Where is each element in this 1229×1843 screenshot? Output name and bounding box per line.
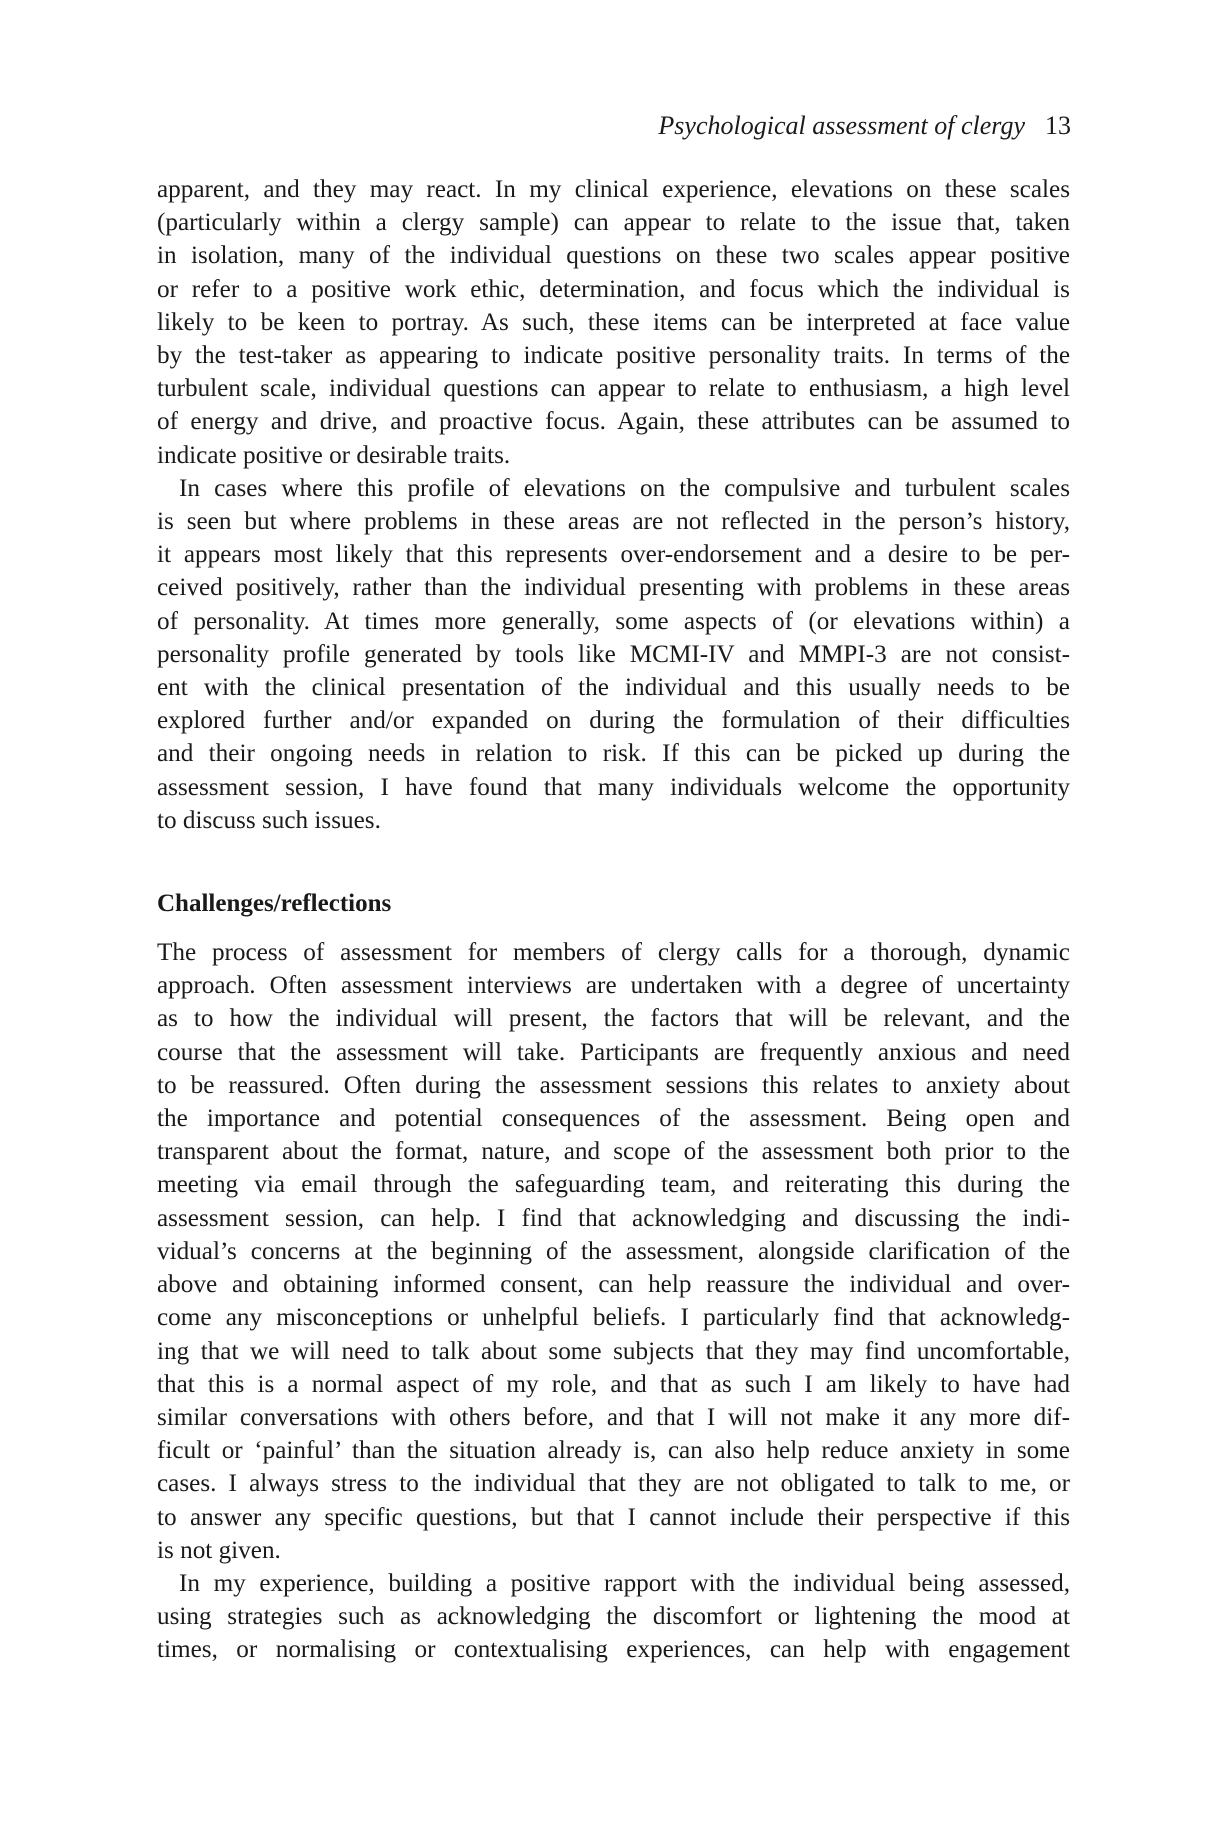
text-line: In cases where this profile of elevations on the compulsive and turbulent scales [179, 474, 1070, 502]
page-number: 13 [1045, 111, 1071, 140]
text-line: approach. Often assessment interviews are undertaken with a degree of uncertainty [157, 972, 1070, 1000]
text-line: ficult or ‘painful’ than the situation already is, can also help reduce anxiety in some [157, 1437, 1070, 1465]
running-header [658, 110, 1071, 142]
text-line: assessment session, can help. I find that acknowledging and discussing the indi- [157, 1204, 1070, 1232]
text-line: to discuss such issues. [157, 806, 381, 834]
text-line: by the test-taker as appearing to indicate positive personality traits. In terms of the [157, 342, 1070, 370]
text-line: The process of assessment for members of clergy calls for a thorough, dynamic [157, 939, 1070, 967]
heading-spacer [157, 920, 1070, 936]
text-line: apparent, and they may react. In my clinical experience, elevations on these scales [157, 176, 1070, 203]
text-line: to be reassured. Often during the assessment sessions this relates to anxiety about [157, 1071, 1070, 1099]
paragraph-1 [157, 173, 1070, 472]
text-line: assessment session, I have found that many individuals welcome the opportunity [157, 773, 1070, 801]
section-heading: Challenges/reflections [157, 890, 392, 918]
text-line: or refer to a positive work ethic, determination, and focus which the individual is [157, 275, 1070, 303]
text-line: ceived positively, rather than the individual presenting with problems in these areas [157, 574, 1070, 602]
text-line: is not given. [157, 1536, 281, 1564]
text-line: come any misconceptions or unhelpful beliefs. I particularly find that acknowledg- [157, 1304, 1070, 1332]
text-line: is seen but where problems in these areas are not reflected in the person’s history, [157, 508, 1070, 536]
text-line: above and obtaining informed consent, can help reassure the individual and over- [157, 1271, 1070, 1299]
text-line: similar conversations with others before, and that I will not make it any more dif- [157, 1403, 1070, 1431]
text-line: and their ongoing needs in relation to risk. If this can be picked up during the [157, 740, 1070, 768]
text-line: meeting via email through the safeguarding team, and reiterating this during the [157, 1171, 1070, 1199]
paragraph-4 [157, 1567, 1070, 1667]
text-line: explored further and/or expanded on during the formulation of their difficulties [157, 707, 1070, 735]
text-line: (particularly within a clergy sample) can appear to relate to the issue that, taken [157, 209, 1070, 237]
text-line: of personality. At times more generally, some aspects of (or elevations within) a [157, 607, 1070, 635]
text-line: In my experience, building a positive rapport with the individual being assessed, [179, 1569, 1070, 1597]
text-line: the importance and potential consequences of the assessment. Being open and [157, 1105, 1070, 1133]
text-line: indicate positive or desirable traits. [157, 441, 511, 469]
text-line: course that the assessment will take. Participants are frequently anxious and need [157, 1038, 1070, 1066]
text-line: that this is a normal aspect of my role, and that as such I am likely to have had [157, 1370, 1070, 1398]
text-line: ing that we will need to talk about some subjects that they may find uncomfortable, [157, 1337, 1070, 1365]
text-line: likely to be keen to portray. As such, these items can be interpreted at face value [157, 308, 1070, 336]
text-line: personality profile generated by tools like MCMI-IV and MMPI-3 are not consist- [157, 640, 1070, 668]
text-line: turbulent scale, individual questions can appear to relate to enthusiasm, a high level [157, 375, 1070, 403]
body-text [157, 173, 1070, 1667]
paragraph-3 [157, 936, 1070, 1567]
running-title: Psychological assessment of clergy [658, 111, 1025, 140]
text-line: it appears most likely that this represents over-endorsement and a desire to be per- [157, 541, 1070, 569]
text-line: cases. I always stress to the individual that they are not obligated to talk to me, or [157, 1470, 1070, 1498]
text-line: vidual’s concerns at the beginning of the assessment, alongside clarification of the [157, 1237, 1070, 1265]
text-line: ent with the clinical presentation of the individual and this usually needs to be [157, 674, 1070, 702]
text-line: as to how the individual will present, the factors that will be relevant, and the [157, 1005, 1070, 1033]
section-spacer [157, 837, 1070, 887]
text-line: using strategies such as acknowledging the discomfort or lightening the mood at [157, 1603, 1070, 1631]
text-line: to answer any specific questions, but that I cannot include their perspective if this [157, 1503, 1070, 1531]
text-line: of energy and drive, and proactive focus. Again, these attributes can be assumed to [157, 408, 1070, 436]
text-line: transparent about the format, nature, and scope of the assessment both prior to the [157, 1138, 1070, 1166]
text-line: times, or normalising or contextualising experiences, can help with engagement [157, 1636, 1070, 1664]
paragraph-2 [157, 472, 1070, 837]
text-line: in isolation, many of the individual questions on these two scales appear positive [157, 242, 1070, 270]
